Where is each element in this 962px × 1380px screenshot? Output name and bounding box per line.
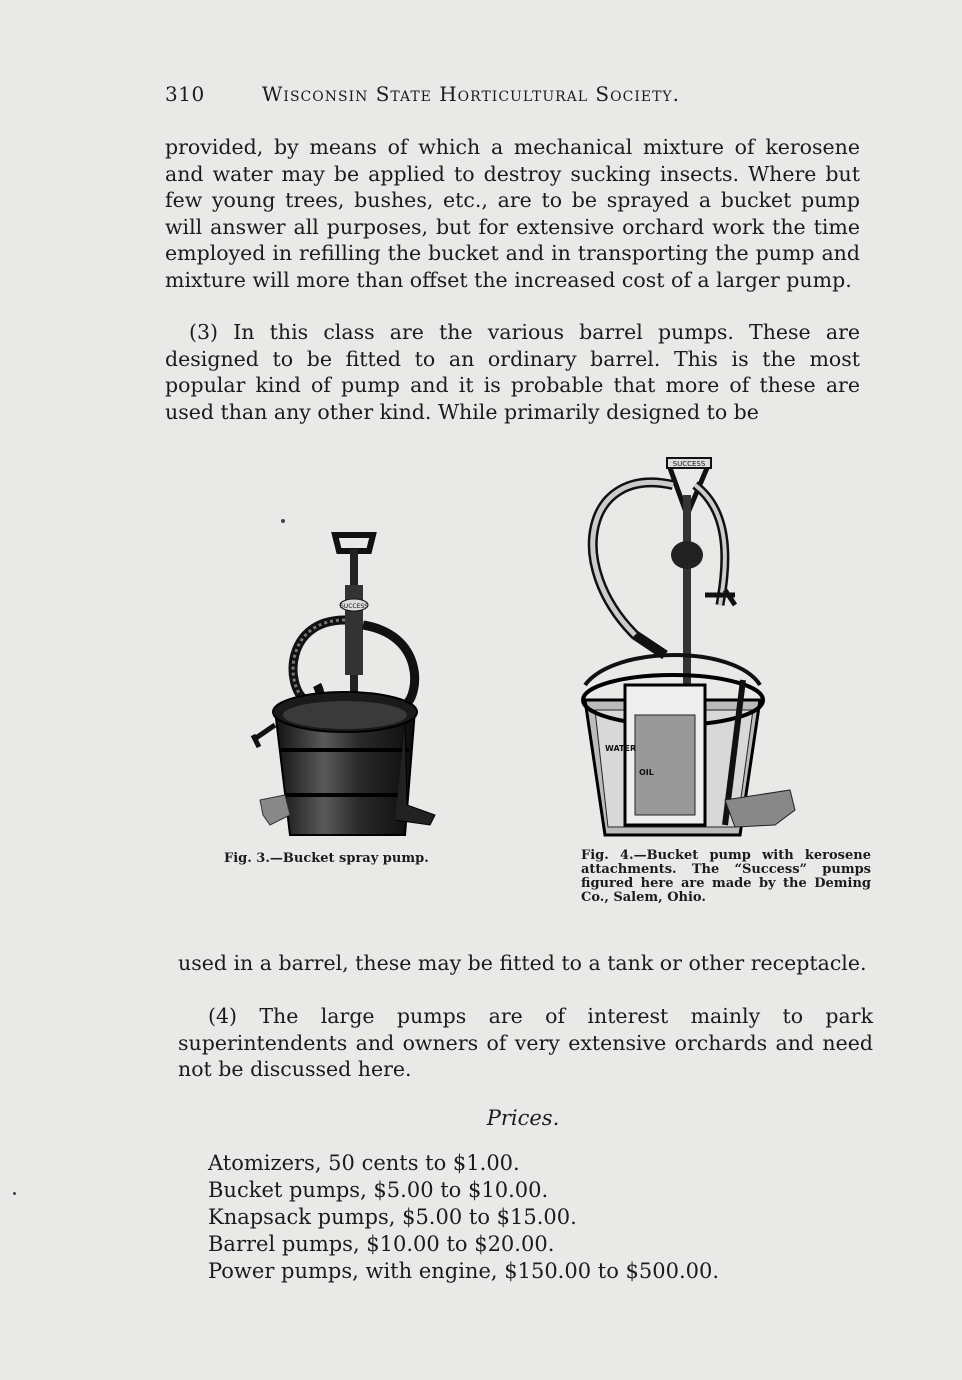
price-list: [208, 1150, 719, 1285]
page-number: 310: [165, 82, 205, 106]
figure-4-caption: Fig. 4.—Bucket pump with kerosene attachments. The “Success” pumps figured here are made by the Deming Co., Salem, Ohio.: [581, 848, 871, 905]
price-item-power-pumps: Power pumps, with engine, $150.00 to $500.00.: [208, 1259, 720, 1283]
fig3-pump-label: SUCCESS: [340, 603, 368, 610]
speck: [281, 519, 285, 523]
price-item-knapsack-pumps: Knapsack pumps, $5.00 to $15.00.: [208, 1205, 577, 1229]
paragraph-barrel-pumps: (3) In this class are the various barrel pumps. These are designed to be fitted to an ordinary barrel. This is the most popular kind of pump and it is probable that more of these are used than any other kind. While primarily designed to be: [165, 320, 860, 424]
price-item-bucket-pumps: Bucket pumps, $5.00 to $10.00.: [208, 1178, 549, 1202]
paragraph-large-pumps: (4) The large pumps are of interest mainly to park superintendents and owners of very extensive orchards and need not be discussed here.: [178, 1004, 873, 1081]
paragraph-barrel-continued: used in a barrel, these may be fitted to a tank or other receptacle.: [178, 951, 867, 975]
prices-title-text: Prices.: [486, 1106, 560, 1130]
figure-3-caption: Fig. 3.—Bucket spray pump.: [224, 851, 429, 866]
paragraph-bucket-pump: provided, by means of which a mechanical mixture of kerosene and water may be applied to destroy sucking insects. Where but few young trees, bushes, etc., are to be sprayed a bucket pump will answer all purposes, but for extensive orchard work the time employed in refilling the bucket and in transporting the pump and mixture will more than offset the increased cost of a larger pump.: [165, 135, 860, 292]
speck: [13, 1192, 16, 1195]
running-header: [165, 82, 865, 106]
bucket-spray-pump-illustration: [245, 525, 445, 845]
price-item-atomizers: Atomizers, 50 cents to $1.00.: [208, 1151, 520, 1175]
fig4-oil-label: OIL: [639, 768, 654, 777]
fig4-pump-label: SUCCESS: [672, 460, 706, 468]
kerosene-bucket-pump-illustration: [575, 455, 800, 840]
price-item-barrel-pumps: Barrel pumps, $10.00 to $20.00.: [208, 1232, 555, 1256]
prices-heading: [0, 1106, 962, 1130]
running-title: Wisconsin State Horticultural Society.: [261, 82, 681, 106]
fig4-water-label: WATER: [605, 744, 637, 753]
